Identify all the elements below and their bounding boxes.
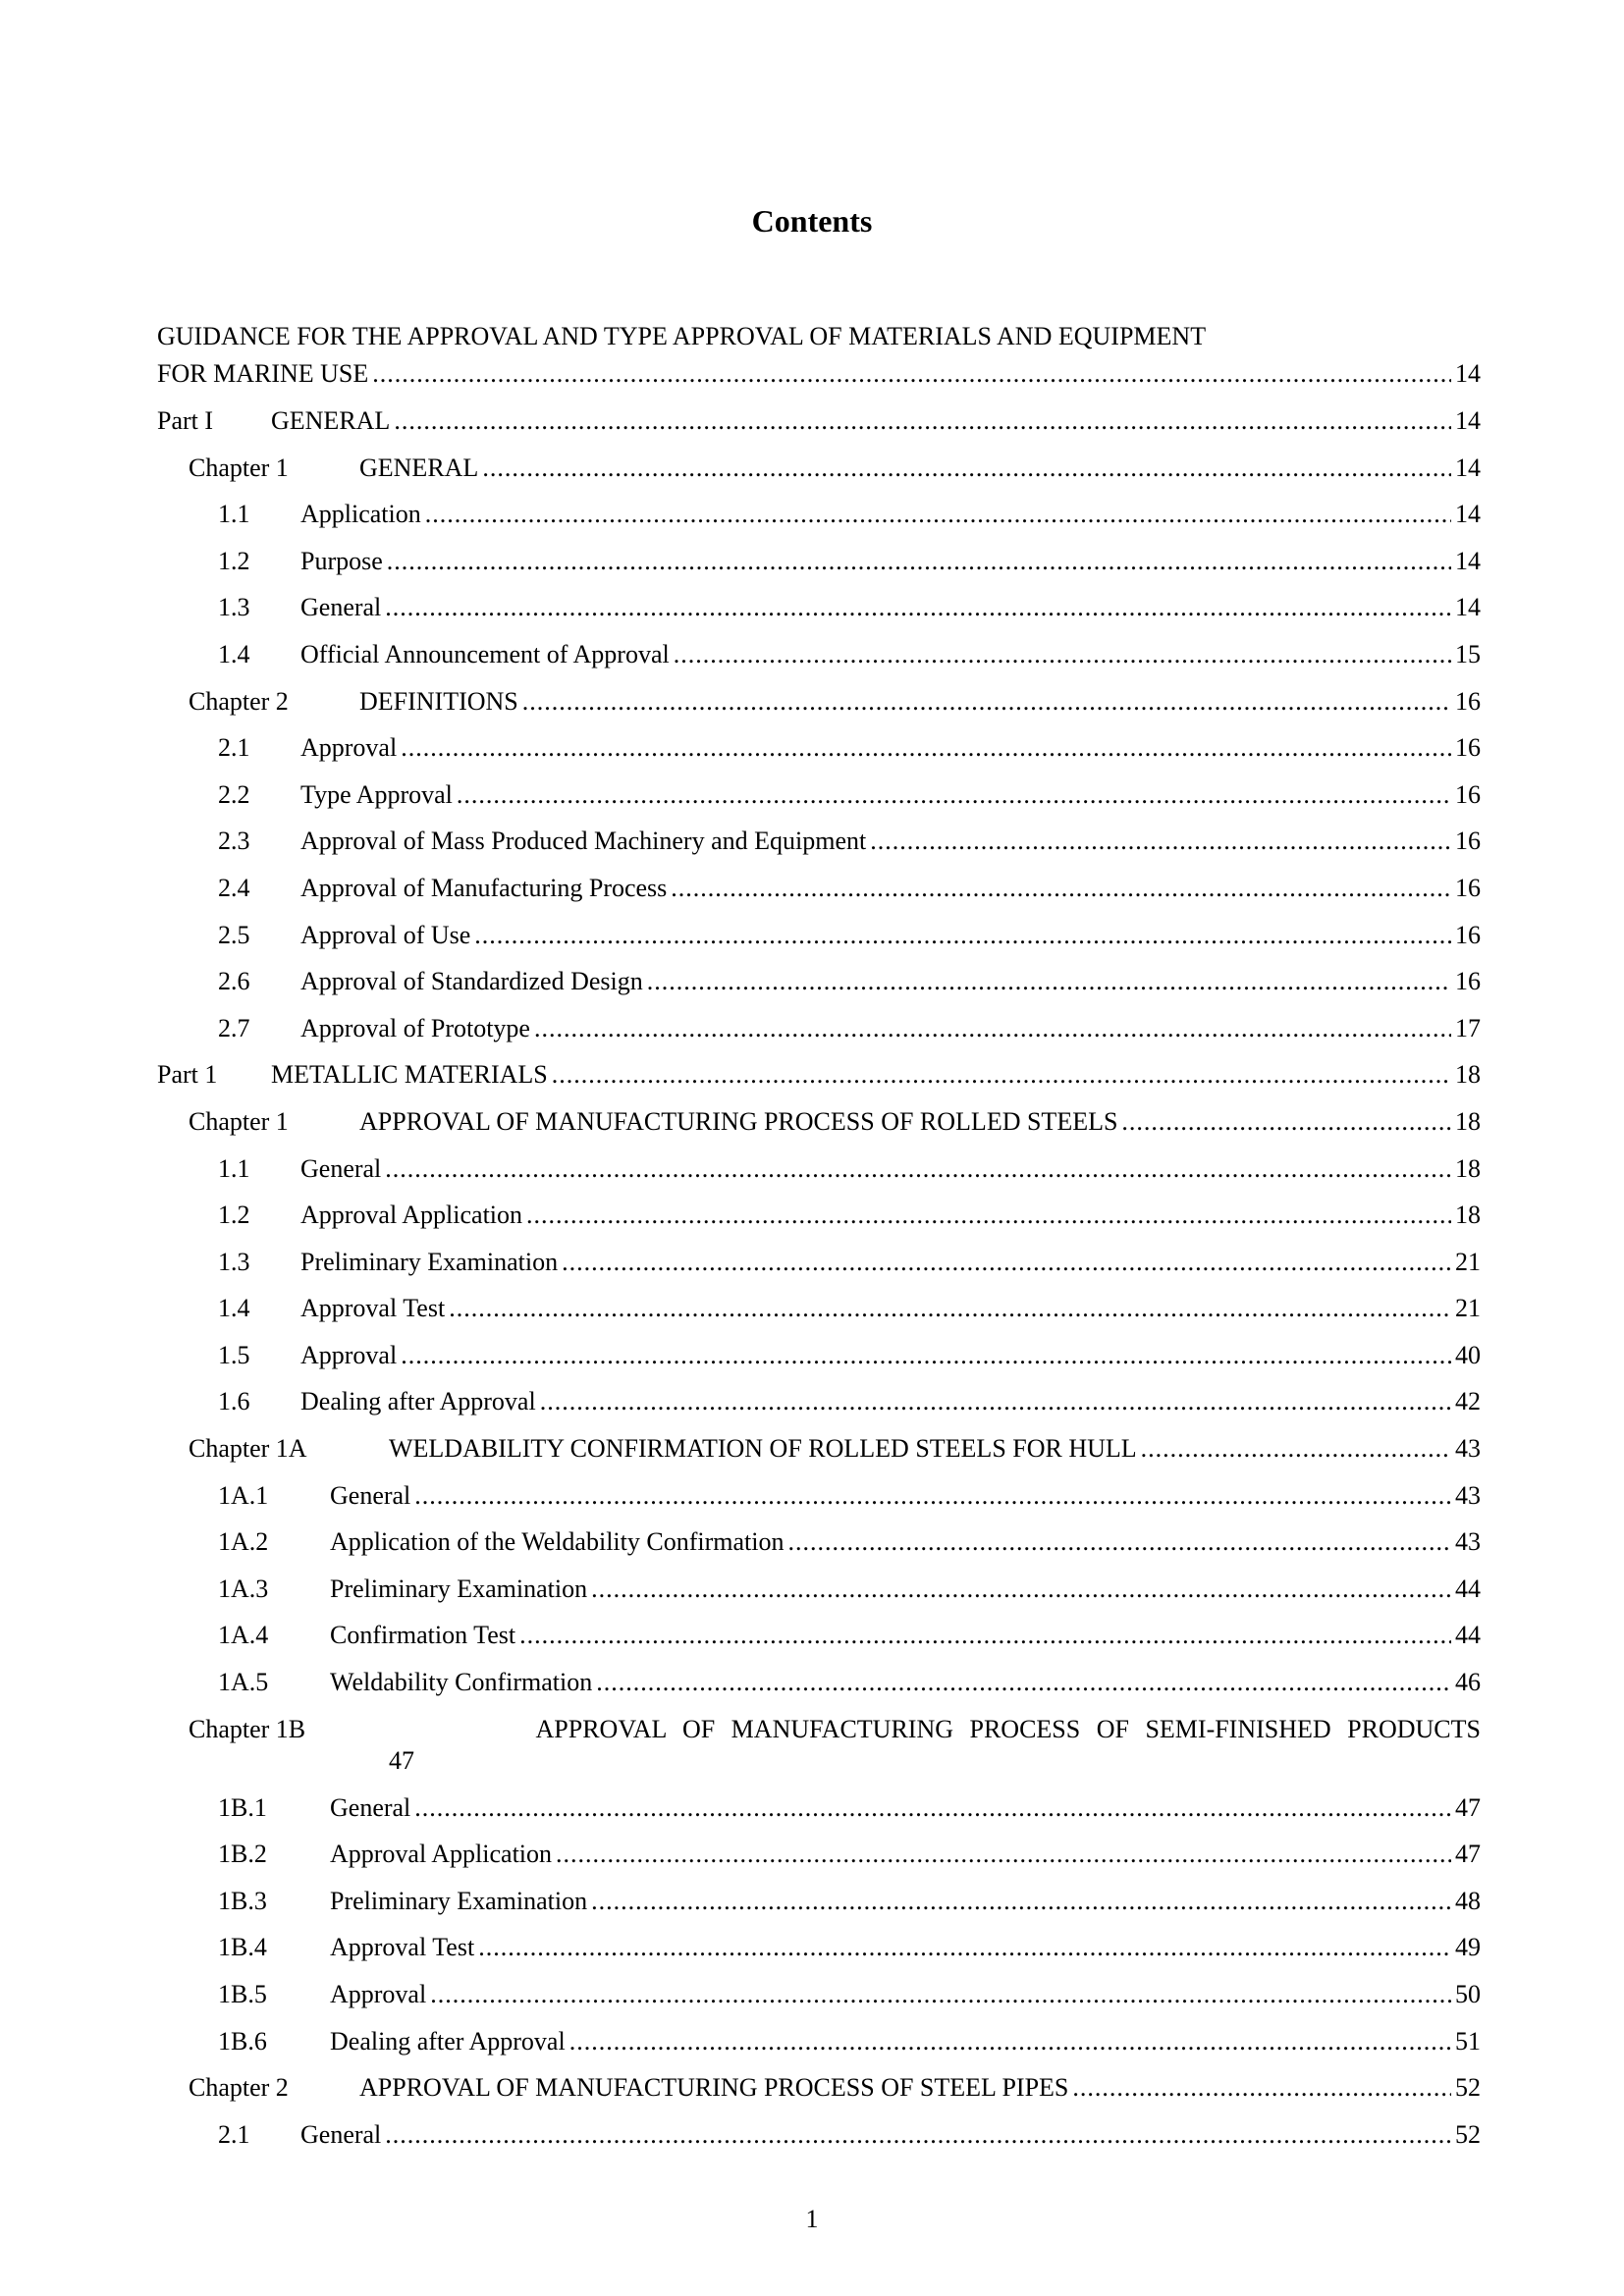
- toc-entry-title: Approval: [300, 733, 398, 763]
- dot-leader: [478, 1933, 1451, 1962]
- toc-entry-title: DEFINITIONS: [359, 686, 518, 716]
- toc-entry-title: Approval of Mass Produced Machinery and Equipment: [300, 827, 867, 856]
- toc-entry-section[interactable]: [157, 1147, 1481, 1194]
- toc-entry-title: General: [300, 1153, 382, 1183]
- toc-entry-title: Approval: [300, 1340, 398, 1369]
- toc-entry-number: 1B.5: [218, 1980, 267, 2008]
- toc-entry-section[interactable]: [157, 1613, 1481, 1660]
- toc-entry-section[interactable]: [157, 1006, 1481, 1053]
- toc-entry-page: 48: [1455, 1886, 1481, 1915]
- toc-entry-number: 1A.4: [218, 1621, 269, 1650]
- toc-entry-number: 1A.2: [218, 1527, 269, 1557]
- toc-entry-number: 1A.1: [218, 1480, 269, 1510]
- toc-entry-title-continued: FOR MARINE USE: [157, 359, 369, 388]
- toc-entry-section[interactable]: [157, 1473, 1481, 1521]
- dot-leader: [401, 1341, 1451, 1370]
- toc-entry-title: General: [300, 2119, 382, 2149]
- toc-entry-number: Chapter 2: [189, 686, 289, 716]
- toc-entry-title: Approval Application: [300, 1201, 523, 1230]
- toc-entry-number: Chapter 1B: [189, 1714, 306, 1743]
- toc-entry-number: 1B.1: [218, 1792, 267, 1822]
- dot-leader: [591, 1887, 1451, 1916]
- toc-entry-title: Confirmation Test: [330, 1621, 516, 1650]
- toc-entry-section[interactable]: [157, 1972, 1481, 2019]
- toc-entry-page: 18: [1455, 1153, 1481, 1183]
- dot-leader: [372, 359, 1451, 389]
- dot-leader: [414, 1481, 1451, 1511]
- dot-leader: [674, 640, 1451, 669]
- toc-entry-title: GENERAL: [271, 406, 391, 435]
- toc-entry-page: 14: [1455, 546, 1481, 575]
- toc-entry-number: Part I: [157, 406, 214, 435]
- dot-leader: [401, 733, 1451, 763]
- toc-entry-section[interactable]: [157, 1925, 1481, 1972]
- toc-entry-page: 18: [1455, 1060, 1481, 1090]
- toc-entry-number: 2.3: [218, 827, 250, 856]
- toc-entry-page: 43: [1455, 1527, 1481, 1557]
- dot-leader: [457, 780, 1451, 810]
- toc-entry-part[interactable]: [157, 399, 1481, 446]
- toc-entry-page: 47: [1455, 1840, 1481, 1869]
- toc-entry-section[interactable]: [157, 819, 1481, 866]
- toc-entry-section[interactable]: [157, 1193, 1481, 1240]
- toc-entry-section[interactable]: [157, 492, 1481, 539]
- toc-entry-number: 1.3: [218, 593, 250, 622]
- toc-entry-page: 21: [1455, 1294, 1481, 1323]
- toc-entry-chapter[interactable]: [157, 679, 1481, 726]
- toc-entry-title: Approval Test: [330, 1933, 475, 1962]
- toc-entry-section[interactable]: [157, 866, 1481, 913]
- toc-entry-section[interactable]: [157, 1879, 1481, 1926]
- toc-entry-chapter[interactable]: [157, 446, 1481, 493]
- toc-entry-number: 1B.3: [218, 1886, 267, 1915]
- toc-entry-page: 16: [1455, 873, 1481, 902]
- toc-entry-section[interactable]: [157, 913, 1481, 960]
- toc-entry-page: 18: [1455, 1201, 1481, 1230]
- dot-leader: [430, 1980, 1451, 2009]
- toc-entry-title: Approval of Manufacturing Process: [300, 873, 668, 902]
- toc-entry-title: Approval of Standardized Design: [300, 967, 643, 996]
- toc-entry-page: 14: [1455, 406, 1481, 435]
- dot-leader: [394, 406, 1451, 436]
- toc-entry-number: 1A.3: [218, 1574, 269, 1603]
- toc-entry-page: 49: [1455, 1933, 1481, 1962]
- dot-leader: [552, 1060, 1451, 1090]
- dot-leader: [540, 1387, 1451, 1416]
- toc-entry-number: 2.4: [218, 873, 250, 902]
- toc-entry-title: Preliminary Examination: [330, 1886, 588, 1915]
- toc-entry-page: 43: [1455, 1434, 1481, 1464]
- dot-leader: [385, 1154, 1451, 1184]
- dot-leader: [387, 547, 1451, 576]
- toc-entry-guidance[interactable]: [157, 322, 1481, 399]
- toc-entry-page: 52: [1455, 2119, 1481, 2149]
- toc-entry-title: Approval Test: [300, 1294, 446, 1323]
- toc-entry-page: 16: [1455, 779, 1481, 809]
- toc-entry-title: General: [330, 1792, 411, 1822]
- toc-entry-number: Chapter 2: [189, 2073, 289, 2103]
- toc-entry-title: Dealing after Approval: [330, 2026, 566, 2056]
- toc-entry-number: 1.4: [218, 1294, 250, 1323]
- page-number: 1: [805, 2205, 819, 2233]
- dot-leader: [870, 827, 1451, 856]
- toc-entry-number: 2.2: [218, 779, 250, 809]
- toc-entry-section[interactable]: [157, 632, 1481, 679]
- dot-leader: [534, 1014, 1451, 1043]
- toc-entry-number: 1.6: [218, 1387, 250, 1416]
- dot-leader: [474, 921, 1451, 950]
- toc-entry-chapter[interactable]: [157, 1707, 1481, 1786]
- toc-entry-title: GUIDANCE FOR THE APPROVAL AND TYPE APPROVAL OF MATERIALS AND EQUIPMENT: [157, 322, 1207, 350]
- dot-leader: [425, 500, 1451, 529]
- table-of-contents: [157, 322, 1481, 2159]
- toc-entry-title: Purpose: [300, 546, 383, 575]
- dot-leader: [414, 1793, 1451, 1823]
- toc-entry-page: 15: [1455, 639, 1481, 668]
- dot-leader: [482, 454, 1451, 483]
- toc-entry-number: Chapter 1A: [189, 1434, 307, 1464]
- toc-entry-title: GENERAL: [359, 453, 479, 482]
- dot-leader: [1121, 1107, 1451, 1137]
- toc-entry-section[interactable]: [157, 959, 1481, 1006]
- toc-entry-number: 2.6: [218, 967, 250, 996]
- dot-leader: [787, 1527, 1451, 1557]
- toc-entry-page: 14: [1455, 359, 1481, 388]
- toc-entry-number: 1.2: [218, 1201, 250, 1230]
- toc-entry-number: 1B.6: [218, 2026, 267, 2056]
- toc-entry-title: APPROVAL OF MANUFACTURING PROCESS OF STEEL PIPES: [359, 2073, 1069, 2103]
- toc-entry-number: 2.1: [218, 2119, 250, 2149]
- page-title: Contents: [751, 203, 873, 239]
- toc-entry-title: General: [330, 1480, 411, 1510]
- toc-entry-page: 44: [1455, 1574, 1481, 1603]
- toc-entry-number: 1.2: [218, 546, 250, 575]
- dot-leader: [519, 1621, 1451, 1650]
- toc-entry-page: 50: [1455, 1980, 1481, 2008]
- toc-entry-page: 40: [1455, 1340, 1481, 1369]
- toc-entry-number: 1B.2: [218, 1840, 267, 1869]
- dot-leader: [522, 687, 1451, 717]
- toc-entry-number: 1B.4: [218, 1933, 267, 1962]
- dot-leader: [385, 593, 1451, 622]
- toc-entry-chapter[interactable]: [157, 1426, 1481, 1473]
- toc-entry-number: 1.1: [218, 500, 250, 529]
- dot-leader: [1141, 1434, 1451, 1464]
- dot-leader: [562, 1248, 1451, 1277]
- toc-entry-page: 16: [1455, 827, 1481, 856]
- toc-entry-title: Dealing after Approval: [300, 1387, 536, 1416]
- toc-entry-number: 1.1: [218, 1153, 250, 1183]
- toc-entry-title: APPROVAL OF MANUFACTURING PROCESS OF ROLLED STEELS: [359, 1106, 1118, 1136]
- toc-entry-section[interactable]: [157, 1567, 1481, 1614]
- dot-leader: [569, 2027, 1451, 2056]
- toc-entry-section[interactable]: [157, 1333, 1481, 1380]
- toc-entry-title: METALLIC MATERIALS: [271, 1060, 548, 1090]
- dot-leader: [1072, 2073, 1451, 2103]
- toc-entry-chapter[interactable]: [157, 1099, 1481, 1147]
- toc-entry-number: Chapter 1: [189, 1106, 289, 1136]
- toc-entry-page: 16: [1455, 920, 1481, 949]
- toc-entry-title: Approval of Prototype: [300, 1013, 530, 1042]
- toc-entry-page: 44: [1455, 1621, 1481, 1650]
- toc-entry-title: Official Announcement of Approval: [300, 639, 670, 668]
- toc-entry-page: 47: [1455, 1792, 1481, 1822]
- toc-entry-number: 1.4: [218, 639, 250, 668]
- dot-leader: [449, 1294, 1451, 1323]
- toc-entry-part[interactable]: [157, 1052, 1481, 1099]
- dot-leader: [647, 967, 1451, 996]
- toc-entry-section[interactable]: [157, 585, 1481, 632]
- toc-entry-page: 14: [1455, 500, 1481, 529]
- dot-leader: [596, 1668, 1451, 1697]
- toc-entry-section[interactable]: [157, 1786, 1481, 1833]
- toc-entry-page: 46: [1455, 1668, 1481, 1697]
- toc-entry-title: Type Approval: [300, 779, 453, 809]
- toc-entry-title: Weldability Confirmation: [330, 1668, 593, 1697]
- toc-entry-section[interactable]: [157, 1520, 1481, 1567]
- toc-entry-number: Chapter 1: [189, 453, 289, 482]
- toc-entry-page: 21: [1455, 1247, 1481, 1276]
- toc-entry-title: Application: [300, 500, 421, 529]
- toc-entry-page: 43: [1455, 1480, 1481, 1510]
- toc-entry-title: Preliminary Examination: [330, 1574, 588, 1603]
- dot-leader: [556, 1840, 1451, 1869]
- toc-entry-page: 17: [1455, 1013, 1481, 1042]
- toc-entry-section[interactable]: [157, 1286, 1481, 1333]
- toc-entry-page: 51: [1455, 2026, 1481, 2056]
- toc-entry-number: 2.1: [218, 733, 250, 763]
- toc-entry-section[interactable]: [157, 773, 1481, 820]
- toc-entry-page: 42: [1455, 1387, 1481, 1416]
- toc-entry-title: Approval: [330, 1980, 427, 2008]
- toc-entry-number: Part 1: [157, 1060, 218, 1090]
- dot-leader: [591, 1575, 1451, 1604]
- toc-entry-title: Approval Application: [330, 1840, 553, 1869]
- toc-entry-title: Approval of Use: [300, 920, 471, 949]
- toc-entry-section[interactable]: [157, 725, 1481, 773]
- toc-entry-section[interactable]: [157, 539, 1481, 586]
- toc-entry-page: 16: [1455, 686, 1481, 716]
- toc-entry-section[interactable]: [157, 2112, 1481, 2160]
- toc-entry-page: 52: [1455, 2073, 1481, 2103]
- toc-entry-page: 14: [1455, 593, 1481, 622]
- toc-entry-number: 2.7: [218, 1013, 250, 1042]
- dot-leader: [671, 874, 1451, 903]
- toc-entry-page: 18: [1455, 1106, 1481, 1136]
- toc-entry-section[interactable]: [157, 1660, 1481, 1707]
- toc-entry-title: APPROVAL OF MANUFACTURING PROCESS OF SEMI-FINISHED PRODUCTS: [535, 1714, 1481, 1743]
- toc-entry-section[interactable]: [157, 1832, 1481, 1879]
- toc-entry-page: 14: [1455, 453, 1481, 482]
- toc-entry-number: 1.5: [218, 1340, 250, 1369]
- toc-entry-number: 1A.5: [218, 1668, 269, 1697]
- toc-entry-section[interactable]: [157, 1240, 1481, 1287]
- toc-entry-title: General: [300, 593, 382, 622]
- dot-leader: [385, 2120, 1451, 2150]
- toc-entry-page: 16: [1455, 967, 1481, 996]
- toc-entry-number: 1.3: [218, 1247, 250, 1276]
- toc-entry-section[interactable]: [157, 1379, 1481, 1426]
- toc-entry-title: WELDABILITY CONFIRMATION OF ROLLED STEELS FOR HULL: [389, 1434, 1137, 1464]
- toc-entry-section[interactable]: [157, 2019, 1481, 2066]
- toc-entry-chapter[interactable]: [157, 2065, 1481, 2112]
- toc-entry-page: 16: [1455, 733, 1481, 763]
- toc-entry-number: 2.5: [218, 920, 250, 949]
- toc-entry-page: 47: [389, 1745, 414, 1775]
- toc-entry-title: Preliminary Examination: [300, 1247, 559, 1276]
- dot-leader: [526, 1201, 1451, 1230]
- toc-entry-title: Application of the Weldability Confirmation: [330, 1527, 785, 1557]
